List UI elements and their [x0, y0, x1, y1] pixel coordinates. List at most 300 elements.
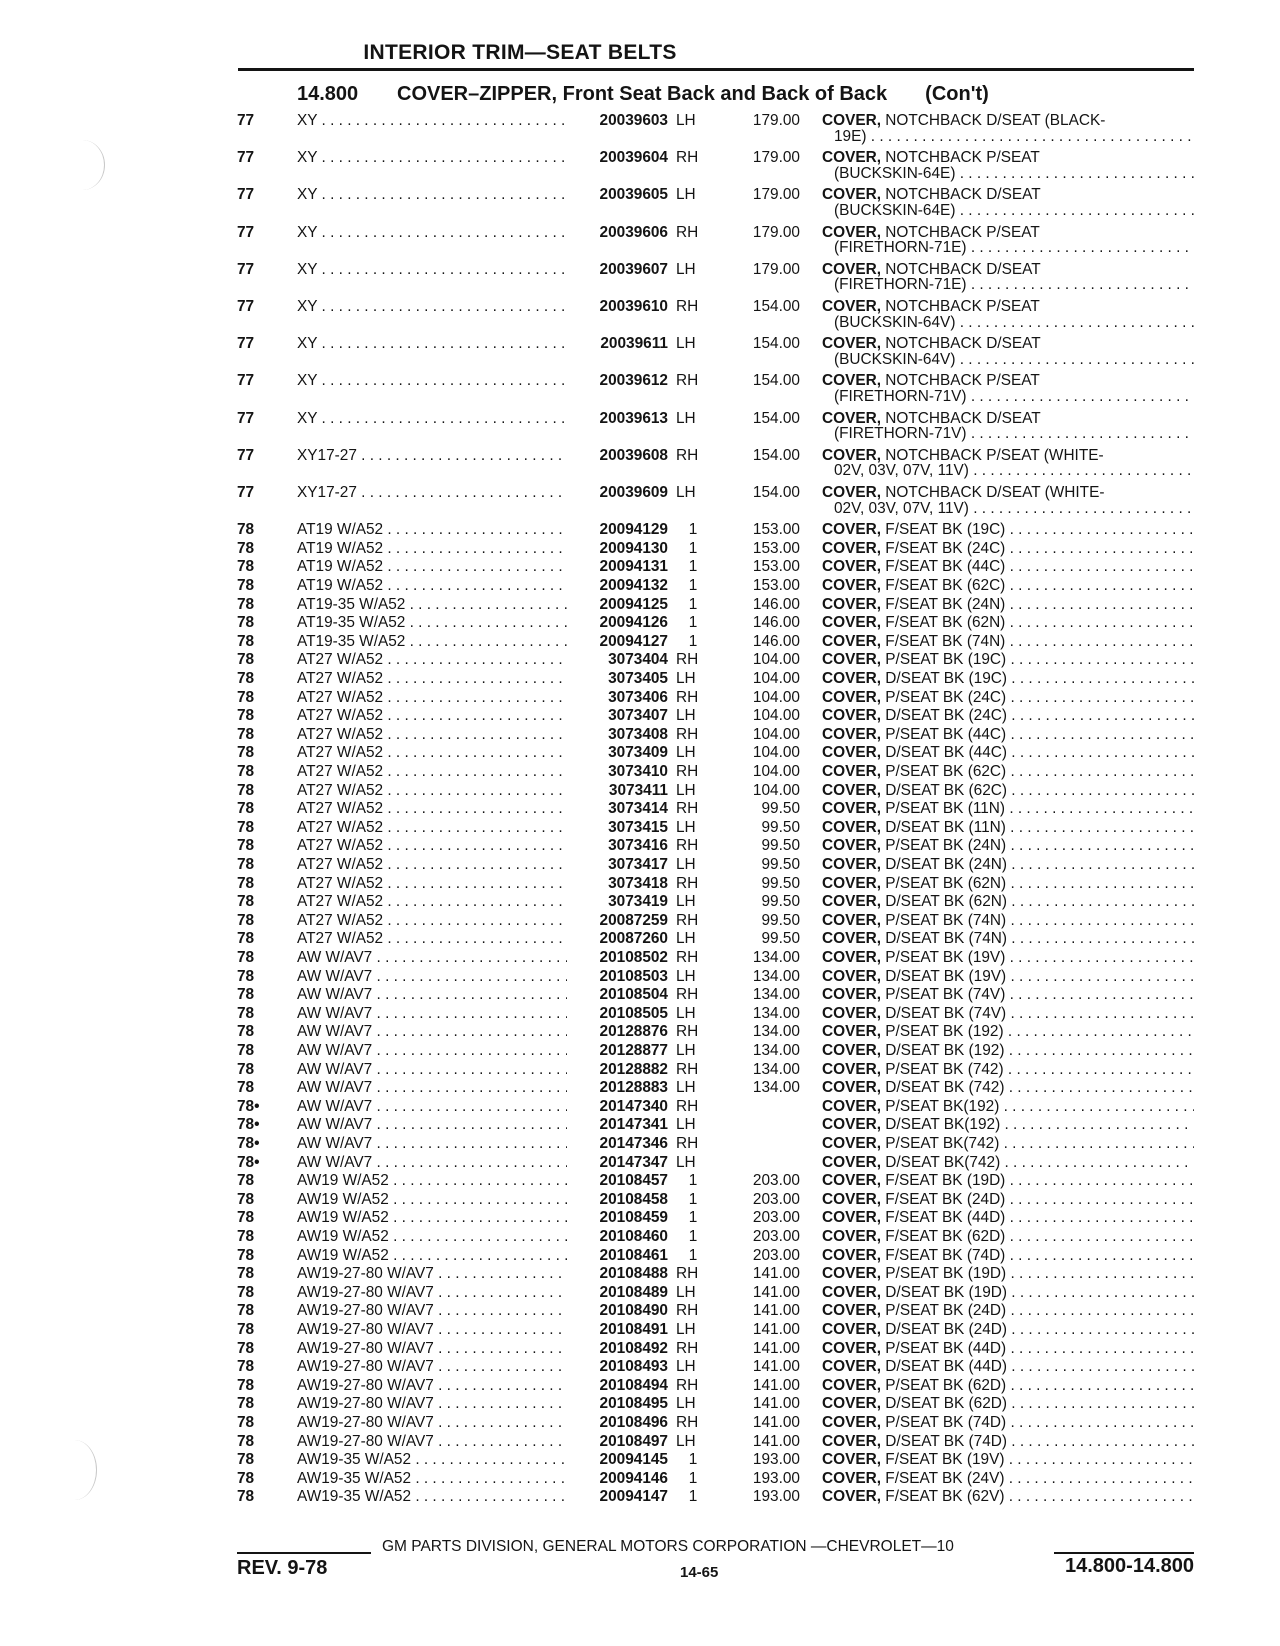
- table-row: [0, 707, 1280, 726]
- price: 134.00: [752, 1023, 800, 1041]
- quantity: RH: [676, 911, 699, 929]
- description-keyword: COVER,: [822, 1395, 882, 1413]
- price: 134.00: [752, 986, 800, 1004]
- quantity: LH: [676, 484, 696, 501]
- table-row: [0, 968, 1280, 987]
- description-text: D/SEAT BK(742): [881, 1153, 1001, 1171]
- table-row: [0, 1172, 1280, 1191]
- part-number: 20108493: [595, 1358, 668, 1377]
- ref-number: 78: [237, 1042, 255, 1059]
- price: 141.00: [752, 1302, 800, 1320]
- part-number: 20039607: [595, 261, 668, 280]
- price: 99.50: [761, 874, 800, 892]
- table-row-continuation: [0, 128, 1280, 147]
- part-number: 20108488: [595, 1265, 668, 1284]
- description-text: F/SEAT BK (62N): [881, 614, 1006, 632]
- page-title: INTERIOR TRIM—SEAT BELTS: [363, 41, 677, 64]
- table-row: [0, 521, 1280, 540]
- description-keyword: COVER,: [822, 1135, 882, 1152]
- part-number: 20147346: [595, 1135, 668, 1154]
- description-keyword: COVER,: [822, 1153, 882, 1171]
- description: [822, 1414, 1194, 1433]
- table-row: [0, 744, 1280, 763]
- model-code: AW W/AV7 . . .: [297, 1005, 567, 1024]
- table-row: [0, 1395, 1280, 1414]
- quantity: 1: [688, 614, 698, 632]
- table-row: [0, 1116, 1280, 1135]
- description-text: F/SEAT BK (62D): [881, 1228, 1006, 1245]
- table-row: [0, 1209, 1280, 1228]
- model-code: AT27 W/A52 . . .: [297, 670, 567, 689]
- description-text: F/SEAT BK (74D): [881, 1246, 1006, 1264]
- description-keyword: COVER,: [822, 1023, 882, 1041]
- description: [822, 1340, 1194, 1359]
- ref-number: 78: [237, 577, 255, 594]
- table-row: [0, 1228, 1280, 1247]
- table-row: [0, 1340, 1280, 1359]
- quantity: 1: [688, 632, 698, 650]
- ref-number: 78: [237, 800, 255, 818]
- part-number: 20108504: [595, 986, 668, 1005]
- description-keyword: COVER,: [822, 763, 882, 780]
- description: [822, 763, 1194, 782]
- description-keyword: COVER,: [822, 1469, 882, 1487]
- quantity: LH: [676, 1116, 696, 1134]
- part-number: 3073417: [603, 856, 668, 875]
- table-row-continuation: [0, 388, 1280, 407]
- quantity: RH: [676, 837, 699, 855]
- description: [822, 1042, 1194, 1061]
- footer-page-number: 14-65: [680, 1564, 719, 1581]
- table-row: [0, 1433, 1280, 1452]
- part-number: 3073411: [604, 782, 668, 801]
- description: [822, 1005, 1194, 1024]
- model-code: AT27 W/A52 . . .: [297, 689, 567, 708]
- description-keyword: COVER,: [822, 874, 882, 892]
- table-row: [0, 930, 1280, 949]
- ref-number: 78: [237, 1469, 255, 1487]
- model-code: AW19-27-80 W/AV7 . . .: [297, 1302, 567, 1321]
- price: 146.00: [752, 595, 800, 613]
- table-row-continuation: [0, 462, 1280, 481]
- description-continuation: (FIRETHORN-71E) . . .: [834, 239, 1194, 258]
- ref-number: 78: [237, 930, 255, 948]
- description-text: P/SEAT BK (24C): [881, 688, 1007, 706]
- part-number: 20108457: [595, 1172, 668, 1191]
- model-code: AT27 W/A52 . . .: [297, 782, 567, 801]
- description-keyword: COVER,: [822, 930, 882, 948]
- price: 179.00: [752, 223, 800, 241]
- table-row: [0, 1154, 1280, 1173]
- model-code: AT27 W/A52 . . .: [297, 763, 567, 782]
- section-number: 14.800: [297, 83, 359, 105]
- description-keyword: COVER,: [822, 1190, 882, 1208]
- description-text: P/SEAT BK (44C): [881, 725, 1007, 743]
- price: 153.00: [752, 558, 800, 576]
- description: [822, 1470, 1194, 1489]
- ref-number: 78: [237, 1079, 255, 1097]
- model-code: AW W/AV7 . . .: [297, 949, 567, 968]
- part-number: 20108495: [595, 1395, 668, 1414]
- description-text: P/SEAT BK (24D): [881, 1302, 1007, 1320]
- table-row: [0, 540, 1280, 559]
- description-continuation: (BUCKSKIN-64V) . . .: [834, 314, 1194, 333]
- part-number: 3073415: [603, 819, 668, 838]
- ref-number: 78: [237, 632, 255, 650]
- model-code: AT19-35 W/A52 . . .: [297, 596, 567, 615]
- table-row: [0, 1079, 1280, 1098]
- table-row: [0, 893, 1280, 912]
- description-text: F/SEAT BK (19V): [881, 1451, 1005, 1469]
- part-number: 20108461: [595, 1247, 668, 1266]
- part-number: 20039608: [595, 447, 668, 466]
- part-number: 20108497: [595, 1433, 668, 1452]
- table-row: [0, 577, 1280, 596]
- table-row: [0, 1098, 1280, 1117]
- part-number: 20108494: [595, 1377, 668, 1396]
- description-keyword: COVER,: [822, 688, 882, 706]
- table-row: [0, 875, 1280, 894]
- description-keyword: COVER,: [822, 744, 882, 762]
- model-code: AT27 W/A52 . . .: [297, 837, 567, 856]
- ref-number: 78: [237, 707, 255, 725]
- description-keyword: COVER,: [822, 1302, 882, 1320]
- ref-number: 77: [237, 298, 255, 315]
- ref-number: 78: [237, 651, 255, 669]
- description-keyword: COVER,: [822, 372, 882, 390]
- description-keyword: COVER,: [822, 1432, 882, 1450]
- description: [822, 800, 1194, 819]
- description-text: NOTCHBACK D/SEAT: [881, 335, 1041, 353]
- part-number: 20039606: [595, 224, 668, 243]
- table-row: [0, 1358, 1280, 1377]
- part-number: 20147347: [595, 1154, 668, 1173]
- table-row: [0, 856, 1280, 875]
- section-continued: (Con't): [925, 83, 989, 105]
- part-number: 20094126: [595, 614, 668, 633]
- price: 134.00: [752, 1079, 800, 1097]
- model-code: AW19-35 W/A52 . . .: [297, 1451, 567, 1470]
- description-keyword: COVER,: [822, 725, 882, 743]
- table-row: [0, 1414, 1280, 1433]
- description-continuation: 02V, 03V, 07V, 11V) . . .: [834, 500, 1194, 519]
- part-number: 20108505: [595, 1005, 668, 1024]
- price: 99.50: [761, 930, 800, 948]
- price: 134.00: [752, 949, 800, 966]
- ref-number: 77: [237, 484, 255, 501]
- ref-number: 78: [237, 1451, 255, 1469]
- description-text: NOTCHBACK D/SEAT (BLACK-: [881, 112, 1106, 129]
- price: 203.00: [752, 1172, 800, 1190]
- description-text: P/SEAT BK(742): [881, 1135, 1000, 1152]
- model-code: AW W/AV7 . . .: [297, 1061, 567, 1080]
- description-keyword: COVER,: [822, 595, 882, 613]
- part-number: 3073408: [603, 726, 668, 745]
- description-text: D/SEAT BK (44D): [881, 1358, 1008, 1376]
- price: 179.00: [752, 149, 800, 167]
- price: 146.00: [752, 614, 800, 632]
- part-number: 20108502: [595, 949, 668, 968]
- ref-number: 78: [237, 1376, 255, 1394]
- description-text: P/SEAT BK (742): [881, 1060, 1004, 1078]
- model-code: AT27 W/A52 . . .: [297, 651, 567, 670]
- model-code: AW19-27-80 W/AV7 . . .: [297, 1321, 567, 1340]
- ref-number: 78: [237, 1395, 255, 1413]
- description: [822, 1116, 1194, 1135]
- part-number: 20094132: [595, 577, 668, 596]
- description-text: D/SEAT BK (74D): [881, 1432, 1008, 1450]
- description: [822, 1358, 1194, 1377]
- part-number: 20039611: [595, 335, 668, 354]
- description-keyword: COVER,: [822, 558, 882, 576]
- quantity: LH: [676, 930, 696, 948]
- description-keyword: COVER,: [822, 149, 882, 167]
- model-code: AW W/AV7 . . .: [297, 968, 567, 987]
- description-keyword: COVER,: [822, 1339, 882, 1357]
- description-text: F/SEAT BK (62C): [881, 577, 1006, 594]
- price: 154.00: [752, 484, 800, 501]
- quantity: RH: [676, 1414, 699, 1431]
- model-code: XY17-27 . . .: [297, 447, 567, 466]
- quantity: LH: [676, 744, 696, 762]
- footer-revision: REV. 9-78: [237, 1557, 328, 1579]
- part-number: 20128882: [595, 1061, 668, 1080]
- description: [822, 577, 1194, 596]
- quantity: LH: [676, 1321, 696, 1338]
- part-number: 20087259: [595, 912, 668, 931]
- description-text: F/SEAT BK (74N): [881, 632, 1006, 650]
- description-text: P/SEAT BK (19D): [881, 1265, 1007, 1283]
- quantity: RH: [676, 372, 699, 390]
- description-keyword: COVER,: [822, 112, 882, 129]
- quantity: 1: [688, 1469, 698, 1487]
- quantity: RH: [676, 1135, 699, 1152]
- model-code: XY . . .: [297, 261, 567, 280]
- description: [822, 1302, 1194, 1321]
- ref-number: 77: [237, 112, 255, 129]
- quantity: LH: [676, 1042, 696, 1059]
- description-keyword: COVER,: [822, 670, 882, 687]
- price: 203.00: [752, 1190, 800, 1208]
- model-code: AW W/AV7 . . .: [297, 1079, 567, 1098]
- ref-number: 78: [237, 856, 255, 873]
- footer-range: 14.800-14.800: [1064, 1555, 1194, 1577]
- model-code: XY . . .: [297, 410, 567, 429]
- table-row-continuation: [0, 351, 1280, 370]
- model-code: AW19 W/A52 . . .: [297, 1247, 567, 1266]
- table-row-continuation: [0, 239, 1280, 258]
- price: 134.00: [752, 1042, 800, 1059]
- description: [822, 1451, 1194, 1470]
- ref-number: 78: [237, 1172, 255, 1190]
- footer-rule-right: [1054, 1552, 1194, 1554]
- description-continuation: (BUCKSKIN-64E) . . .: [834, 202, 1194, 221]
- quantity: LH: [676, 409, 696, 427]
- table-row: [0, 763, 1280, 782]
- table-row: [0, 1321, 1280, 1340]
- quantity: 1: [688, 1488, 698, 1506]
- description-keyword: COVER,: [822, 1042, 882, 1059]
- price: 99.50: [761, 911, 800, 929]
- description: [822, 1321, 1194, 1340]
- table-row-continuation: [0, 425, 1280, 444]
- price: 154.00: [752, 298, 800, 315]
- ref-number: 78•: [237, 1097, 260, 1115]
- part-number: 20087260: [595, 930, 668, 949]
- description-keyword: COVER,: [822, 818, 882, 836]
- description-text: P/SEAT BK (192): [881, 1023, 1004, 1041]
- table-row: [0, 614, 1280, 633]
- description-text: D/SEAT BK (192): [881, 1042, 1005, 1059]
- part-number: 20039604: [595, 149, 668, 168]
- model-code: AT19-35 W/A52 . . .: [297, 614, 567, 633]
- description: [822, 986, 1194, 1005]
- description: [822, 1172, 1194, 1191]
- price: 153.00: [752, 521, 800, 539]
- part-number: 20094127: [595, 633, 668, 652]
- description: [822, 651, 1194, 670]
- description-continuation: (FIRETHORN-71E) . . .: [834, 276, 1194, 295]
- description-text: F/SEAT BK (44C): [881, 558, 1006, 576]
- description-keyword: COVER,: [822, 1246, 882, 1264]
- table-row: [0, 1470, 1280, 1489]
- description: [822, 1023, 1194, 1042]
- quantity: RH: [676, 874, 699, 892]
- description-keyword: COVER,: [822, 614, 882, 632]
- model-code: AW19-27-80 W/AV7 . . .: [297, 1433, 567, 1452]
- part-number: 3073407: [603, 707, 668, 726]
- model-code: AT27 W/A52 . . .: [297, 707, 567, 726]
- quantity: 1: [688, 558, 698, 576]
- description-text: NOTCHBACK D/SEAT: [881, 409, 1041, 427]
- price: 141.00: [752, 1395, 800, 1413]
- description-text: F/SEAT BK (24D): [881, 1190, 1006, 1208]
- model-code: AW19 W/A52 . . .: [297, 1228, 567, 1247]
- description-keyword: COVER,: [822, 1209, 882, 1227]
- price: 104.00: [752, 707, 800, 725]
- ref-number: 77: [237, 260, 255, 278]
- ref-number: 78: [237, 967, 255, 985]
- price: 99.50: [761, 837, 800, 855]
- price: 193.00: [752, 1488, 800, 1506]
- ref-number: 78: [237, 874, 255, 892]
- description-text: NOTCHBACK P/SEAT (WHITE-: [881, 446, 1104, 464]
- price: 153.00: [752, 539, 800, 557]
- quantity: LH: [676, 112, 696, 129]
- description-text: P/SEAT BK (11N): [881, 800, 1006, 818]
- table-row: [0, 726, 1280, 745]
- binder-hole-mark-bottom: [52, 1440, 97, 1500]
- description-keyword: COVER,: [822, 539, 882, 557]
- ref-number: 78: [237, 763, 255, 780]
- ref-number: 78: [237, 688, 255, 706]
- model-code: XY . . .: [297, 224, 567, 243]
- description: [822, 1061, 1194, 1080]
- quantity: 1: [688, 1246, 698, 1264]
- price: 141.00: [752, 1376, 800, 1394]
- quantity: RH: [676, 298, 699, 315]
- ref-number: 78•: [237, 1135, 260, 1152]
- ref-number: 78: [237, 949, 255, 966]
- description-keyword: COVER,: [822, 409, 882, 427]
- price: 193.00: [752, 1451, 800, 1469]
- description: [822, 1284, 1194, 1303]
- description: [822, 1079, 1194, 1098]
- description: [822, 782, 1194, 801]
- description-text: P/SEAT BK (74D): [881, 1414, 1007, 1431]
- description-keyword: COVER,: [822, 484, 882, 501]
- table-row: [0, 1005, 1280, 1024]
- ref-number: 78: [237, 744, 255, 762]
- model-code: AW W/AV7 . . .: [297, 1023, 567, 1042]
- description-keyword: COVER,: [822, 1451, 882, 1469]
- part-number: 20039610: [595, 298, 668, 317]
- part-number: 20039609: [595, 484, 668, 503]
- quantity: 1: [688, 1172, 698, 1190]
- ref-number: 78•: [237, 1153, 260, 1171]
- model-code: AT27 W/A52 . . .: [297, 819, 567, 838]
- description-keyword: COVER,: [822, 651, 882, 669]
- footer-rule-left: [237, 1552, 371, 1554]
- model-code: AW W/AV7 . . .: [297, 1098, 567, 1117]
- model-code: AW19-27-80 W/AV7 . . .: [297, 1265, 567, 1284]
- description-keyword: COVER,: [822, 1079, 882, 1097]
- quantity: LH: [676, 1004, 696, 1022]
- ref-number: 78: [237, 986, 255, 1004]
- model-code: AW19-27-80 W/AV7 . . .: [297, 1358, 567, 1377]
- description: [822, 1265, 1194, 1284]
- description-continuation: (BUCKSKIN-64E) . . .: [834, 165, 1194, 184]
- price: 104.00: [752, 725, 800, 743]
- price: 104.00: [752, 670, 800, 687]
- ref-number: 78: [237, 893, 255, 911]
- description-text: NOTCHBACK D/SEAT (WHITE-: [881, 484, 1105, 501]
- part-number: 20128876: [595, 1023, 668, 1042]
- description-text: D/SEAT BK (44C): [881, 744, 1008, 762]
- description-keyword: COVER,: [822, 837, 882, 855]
- model-code: AT27 W/A52 . . .: [297, 912, 567, 931]
- description-keyword: COVER,: [822, 1376, 882, 1394]
- description-text: NOTCHBACK D/SEAT: [881, 186, 1041, 204]
- description-keyword: COVER,: [822, 1321, 882, 1338]
- table-row: [0, 689, 1280, 708]
- description-text: F/SEAT BK (44D): [881, 1209, 1006, 1227]
- part-number: 3073409: [603, 744, 668, 763]
- model-code: AW19-27-80 W/AV7 . . .: [297, 1377, 567, 1396]
- ref-number: 78: [237, 911, 255, 929]
- table-row: [0, 1061, 1280, 1080]
- ref-number: 78: [237, 1190, 255, 1208]
- price: 134.00: [752, 1004, 800, 1022]
- description: [822, 707, 1194, 726]
- part-number: 20094130: [595, 540, 668, 559]
- description: [822, 1154, 1194, 1173]
- model-code: AT27 W/A52 . . .: [297, 800, 567, 819]
- description-text: F/SEAT BK (19C): [881, 521, 1006, 539]
- description-text: D/SEAT BK (74V): [881, 1004, 1007, 1022]
- description-keyword: COVER,: [822, 1488, 882, 1506]
- table-row: [0, 819, 1280, 838]
- model-code: XY17-27 . . .: [297, 484, 567, 503]
- table-row: [0, 800, 1280, 819]
- part-number: 20094129: [595, 521, 668, 540]
- description-text: D/SEAT BK (74N): [881, 930, 1008, 948]
- description-text: P/SEAT BK(192): [881, 1097, 1000, 1115]
- quantity: LH: [676, 1079, 696, 1097]
- price: 203.00: [752, 1246, 800, 1264]
- description-keyword: COVER,: [822, 856, 882, 873]
- part-number: 20094145: [595, 1451, 668, 1470]
